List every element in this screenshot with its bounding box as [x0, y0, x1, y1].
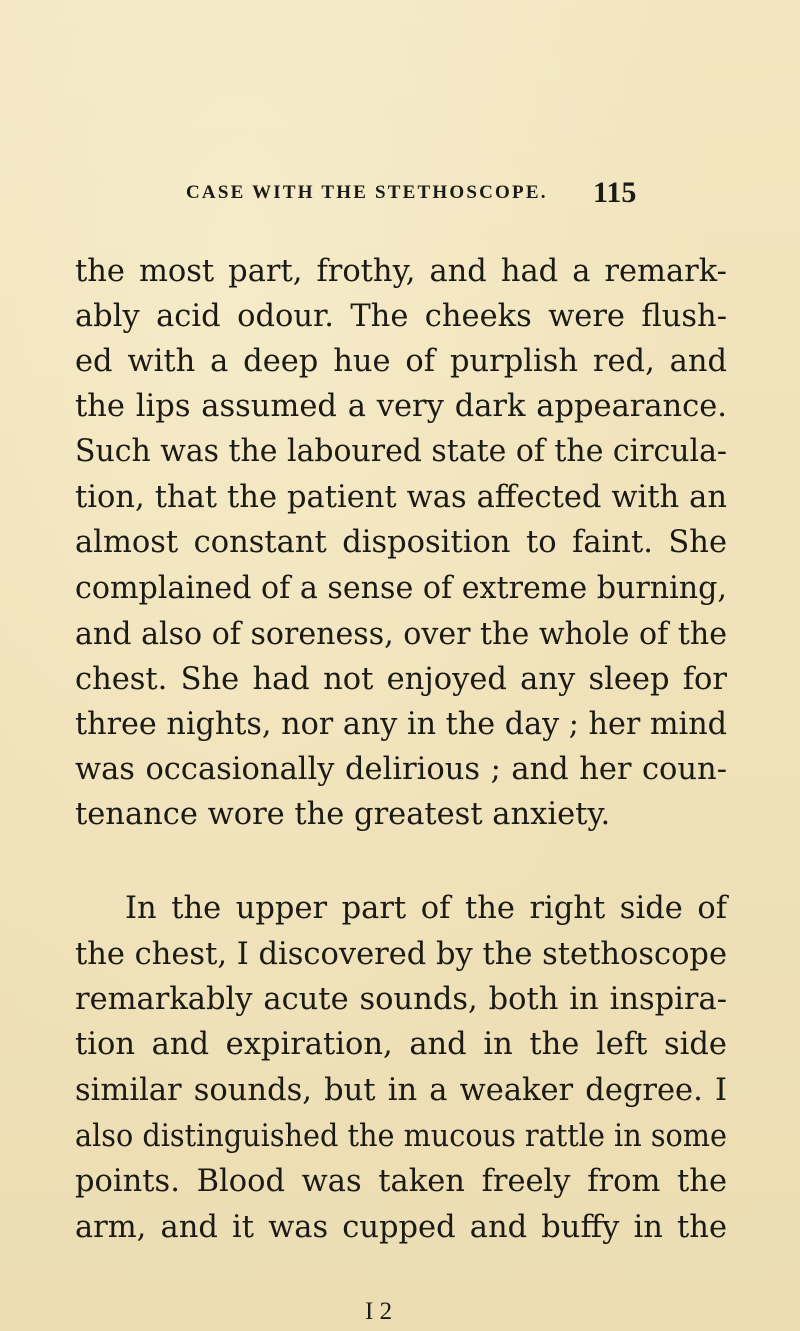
text-line: tion, that the patient was affected with an	[75, 480, 727, 515]
text-line: three nights, nor any in the day ; her mind	[75, 707, 727, 742]
running-head: CASE WITH THE STETHOSCOPE.	[186, 182, 548, 203]
text-line: ed with a deep hue of purplish red, and	[75, 344, 727, 379]
text-line: complained of a sense of extreme burning,	[75, 571, 727, 606]
text-line: the most part, frothy, and had a remark-	[75, 254, 727, 289]
text-line: the chest, I discovered by the stethoscope	[75, 937, 727, 972]
text-line: similar sounds, but in a weaker degree. I	[75, 1073, 727, 1108]
page-header	[186, 176, 686, 216]
text-line: also distinguished the mucous rattle in some	[75, 1119, 727, 1154]
text-line: tenance wore the greatest anxiety.	[75, 797, 611, 832]
text-line: was occasionally delirious ; and her coun-	[75, 752, 727, 787]
text-line: In the upper part of the right side of	[125, 891, 727, 926]
text-line: the lips assumed a very dark appearance.	[75, 389, 727, 424]
page-number: 115	[593, 176, 637, 209]
text-line: Such was the laboured state of the circula-	[75, 434, 727, 469]
text-line: and also of soreness, over the whole of the	[75, 617, 727, 652]
text-line: ably acid odour. The cheeks were flush-	[75, 299, 727, 334]
text-line: points. Blood was taken freely from the	[75, 1164, 727, 1199]
text-line: chest. She had not enjoyed any sleep for	[75, 662, 727, 697]
text-line: almost constant disposition to faint. She	[75, 525, 727, 560]
text-line: tion and expiration, and in the left side	[75, 1027, 727, 1062]
text-line: arm, and it was cupped and buffy in the	[75, 1210, 727, 1245]
signature-mark: I 2	[365, 1298, 393, 1325]
text-line: remarkably acute sounds, both in inspira-	[75, 982, 727, 1017]
